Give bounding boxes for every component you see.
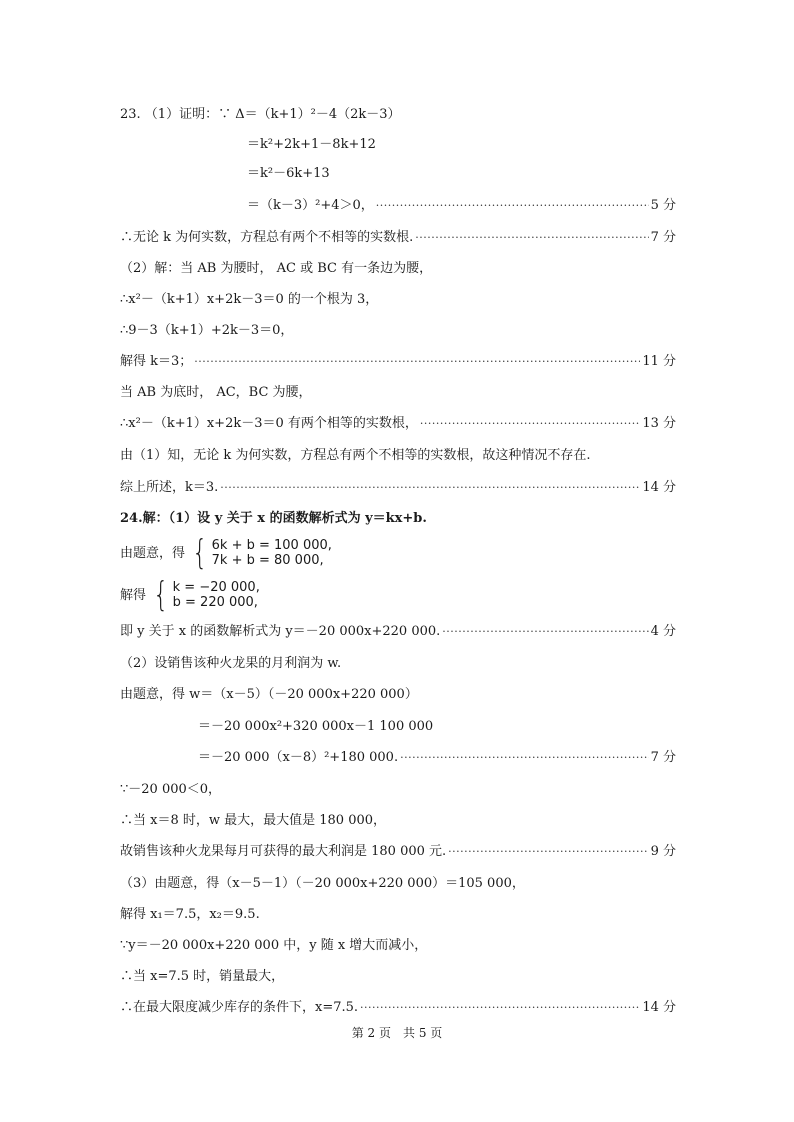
q24-line-7 [120, 781, 676, 799]
q23-line-5 [120, 229, 676, 247]
q24-monotonic: ∵y＝－20 000x+220 000 中，y 随 x 增大而减小， [120, 938, 428, 953]
system2-equation-b: b = 220 000, [172, 595, 258, 610]
q23-line-12 [120, 447, 676, 465]
score-label: 14 分 [642, 1000, 676, 1015]
q23-line-9 [120, 353, 676, 371]
q24-system2-lead: 解得 [120, 588, 147, 603]
q24-line-10 [120, 875, 676, 893]
score-label: 13 分 [642, 416, 676, 431]
q23-step-3: ＝k²－6k+13 [247, 166, 330, 181]
score-label: 11 分 [642, 354, 676, 369]
q23-line-6 [120, 260, 676, 278]
q23-line-3 [247, 165, 330, 183]
q24-max-profit: 故销售该种火龙果每月可获得的最大利润是 180 000 元. [120, 844, 447, 859]
q24-line-3 [120, 655, 676, 673]
page-footer: 第 2 页 共 5 页 [351, 1026, 443, 1040]
q24-line-13 [120, 968, 676, 986]
q23-step-4: ＝（k－3）²+4＞0， [247, 198, 374, 213]
q23-base-case: 当 AB 为底时， AC，BC 为腰， [120, 385, 312, 400]
q23-proof-start: 23. （1）证明：∵ Δ＝（k+1）²－4（2k－3） [120, 107, 401, 122]
q23-conclusion-1: ∴无论 k 为何实数，方程总有两个不相等的实数根. [120, 230, 414, 245]
q24-profit-vertex-form: ＝－20 000（x－8）²+180 000. [198, 750, 399, 765]
leader-dots [194, 353, 640, 371]
q24-system1-lead: 由题意，得 [120, 546, 186, 561]
q23-summary: 综上所述，k＝3. [120, 480, 219, 495]
leader-dots [415, 229, 648, 247]
q24-line-6 [198, 749, 676, 767]
q24-line-4 [120, 686, 676, 704]
q24-line-2 [120, 623, 676, 641]
q24-profit-expanded: ＝－20 000x²+320 000x－1 100 000 [198, 719, 434, 734]
q23-line-2 [247, 136, 376, 154]
q23-root-statement: ∴x²－（k+1）x+2k－3＝0 的一个根为 3， [120, 292, 379, 307]
q23-line-1 [120, 106, 676, 124]
q24-line-1 [120, 510, 676, 528]
score-label: 5 分 [650, 198, 676, 213]
q23-line-13 [120, 479, 676, 497]
score-label: 7 分 [650, 750, 676, 765]
q23-line-10 [120, 384, 676, 402]
q24-part1-start: 24.解：（1）设 y 关于 x 的函数解析式为 y＝kx+b. [120, 511, 427, 526]
q23-line-4 [247, 197, 676, 215]
system2-equation-a: k = −20 000, [172, 580, 260, 595]
q23-solve-k: 解得 k＝3； [120, 354, 193, 369]
q24-roots: 解得 x₁＝7.5，x₂＝9.5. [120, 907, 260, 922]
q24-final-answer: ∴在最大限度减少库存的条件下，x=7.5. [120, 1000, 359, 1015]
q24-part2-start: （2）设销售该种火龙果的月利润为 w. [120, 656, 342, 671]
score-label: 7 分 [650, 230, 676, 245]
q24-max-sales: ∴当 x=7.5 时，销量最大， [120, 969, 285, 984]
leader-dots [220, 479, 640, 497]
leader-dots [448, 843, 648, 861]
q23-part2-start: （2）解：当 AB 为腰时， AC 或 BC 有一条边为腰， [120, 261, 433, 276]
brace-icon: { [192, 533, 208, 573]
score-label: 4 分 [650, 624, 676, 639]
score-label: 14 分 [642, 480, 676, 495]
q23-line-8 [120, 322, 676, 340]
leader-dots [420, 415, 640, 433]
leader-dots [400, 749, 649, 767]
q24-function-result: 即 y 关于 x 的函数解析式为 y＝－20 000x+220 000. [120, 624, 441, 639]
q24-line-9 [120, 843, 676, 861]
q23-equal-roots: ∴x²－（k+1）x+2k－3＝0 有两个相等的实数根， [120, 416, 418, 431]
q24-part3-equation: （3）由题意，得（x－5－1）（－20 000x+220 000）＝105 000， [120, 876, 525, 891]
system1-equation-b: 7k + b = 80 000, [211, 553, 324, 568]
q24-coefficient-sign: ∵－20 000＜0， [120, 782, 222, 797]
brace-icon: { [153, 575, 169, 615]
q24-line-8 [120, 812, 676, 830]
q24-max-value: ∴当 x＝8 时，w 最大，最大值是 180 000， [120, 813, 387, 828]
q24-profit-expression: 由题意，得 w＝（x－5）（－20 000x+220 000） [120, 687, 418, 702]
score-label: 9 分 [650, 844, 676, 859]
leader-dots [442, 623, 648, 641]
q24-line-5 [198, 718, 433, 736]
system1-equation-a: 6k + b = 100 000, [211, 538, 332, 553]
q23-substitution: ∴9－3（k+1）+2k－3＝0， [120, 323, 294, 338]
q24-line-11 [120, 906, 676, 924]
q24-line-12 [120, 937, 676, 955]
leader-dots [376, 197, 649, 215]
q24-line-14 [120, 999, 676, 1017]
q23-line-7 [120, 291, 676, 309]
q23-step-2: ＝k²+2k+1－8k+12 [247, 137, 376, 152]
leader-dots [360, 999, 640, 1017]
q23-line-11 [120, 415, 676, 433]
q23-contradiction: 由（1）知，无论 k 为何实数，方程总有两个不相等的实数根，故这种情况不存在. [120, 448, 591, 463]
q24-equation-system-2 [150, 575, 260, 615]
q24-equation-system-1 [189, 533, 332, 573]
